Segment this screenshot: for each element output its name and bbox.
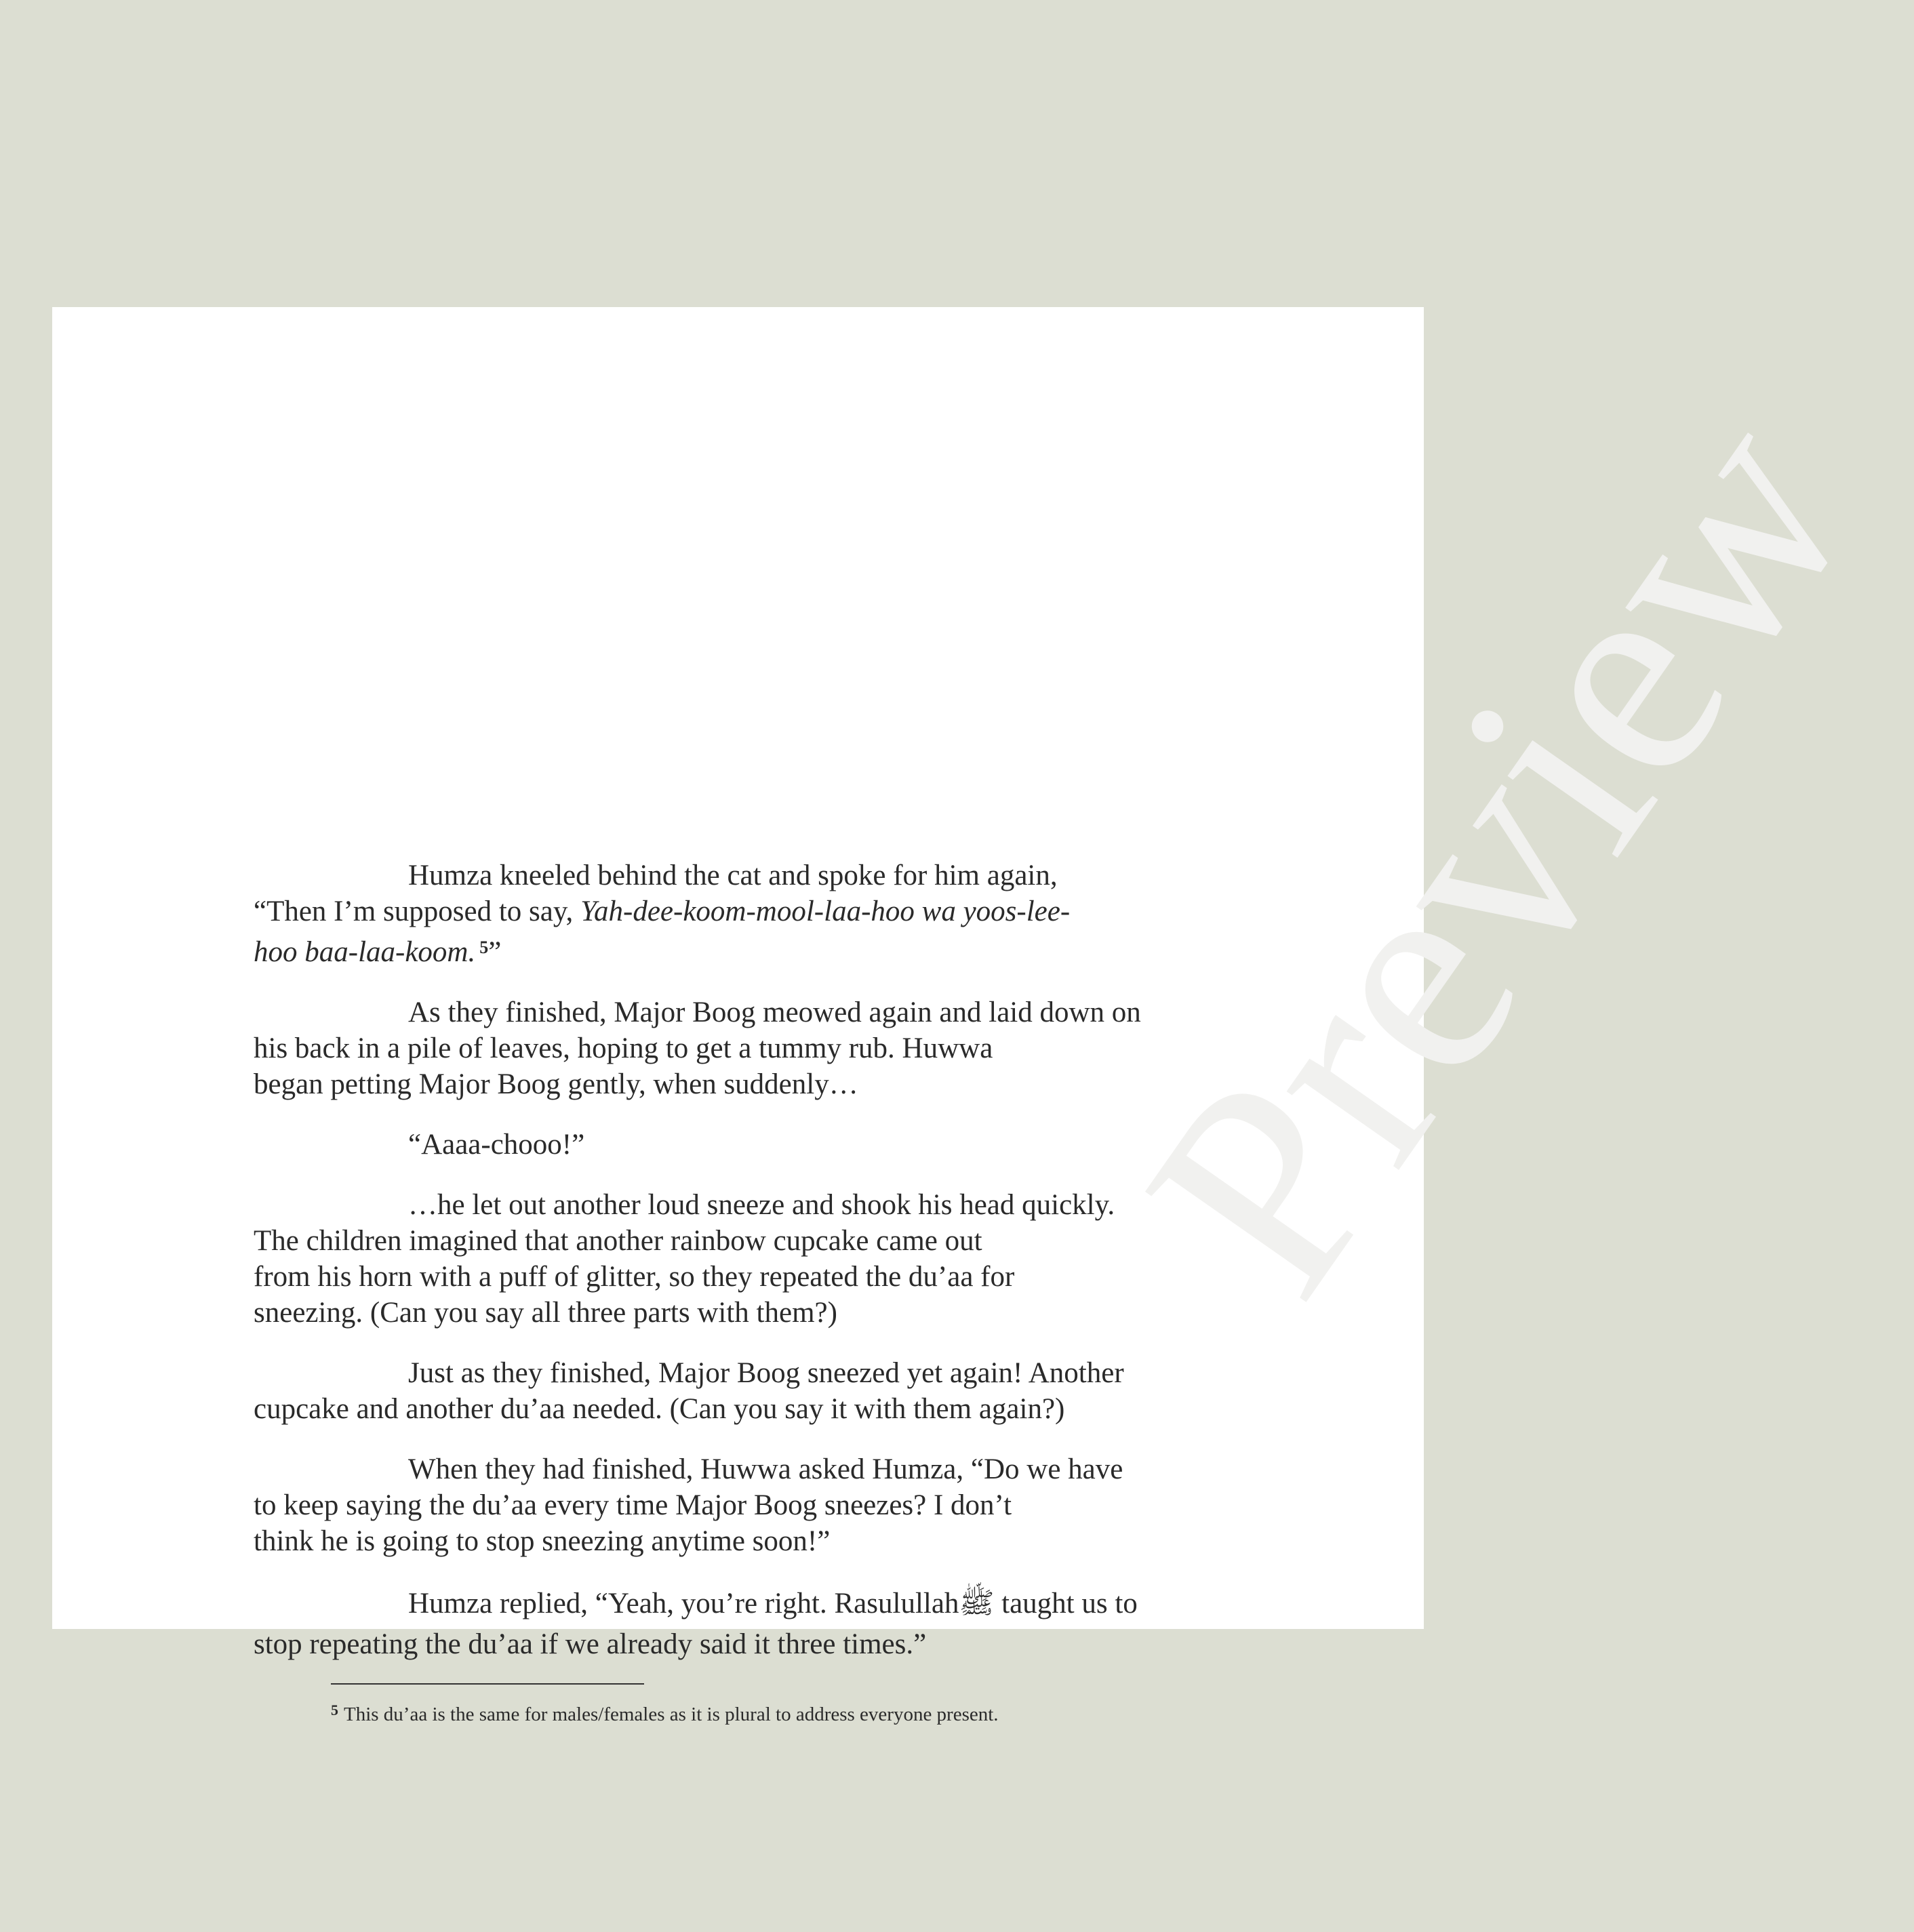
- paragraph-6: [254, 1451, 1253, 1559]
- paragraph-4-line-3: from his horn with a puff of glitter, so they repeated the du’aa for: [254, 1261, 1015, 1293]
- paragraph-5-line-1: Just as they finished, Major Boog sneezed yet again! Another: [408, 1357, 1124, 1389]
- paragraph-5: [254, 1355, 1253, 1427]
- paragraph-1: [254, 858, 1253, 970]
- page-body-text: [254, 858, 1253, 1689]
- footnote-reference[interactable]: 5: [479, 938, 489, 957]
- paragraph-6-line-2: to keep saying the du’aa every time Major Boog sneezes? I don’t: [254, 1489, 1012, 1521]
- paragraph-2: [254, 994, 1253, 1102]
- paragraph-3: [331, 1127, 1253, 1163]
- footnote-divider: [331, 1683, 644, 1685]
- paragraph-4-line-2: The children imagined that another rainbow cupcake came out: [254, 1225, 982, 1257]
- paragraph-3-line-1: “Aaaa-chooo!”: [408, 1129, 585, 1161]
- paragraph-2-line-2: his back in a pile of leaves, hoping to get a tummy rub. Huwwa: [254, 1032, 993, 1064]
- paragraph-7-line-1: Humza replied, “Yeah, you’re right. Rasulullahﷺ taught us to: [408, 1588, 1138, 1619]
- paragraph-1-line-1: Humza kneeled behind the cat and spoke for him again,: [408, 860, 1058, 891]
- paragraph-6-line-1: When they had finished, Huwwa asked Humza, “Do we have: [408, 1453, 1123, 1485]
- paragraph-6-line-3: think he is going to stop sneezing anytime soon!”: [254, 1525, 831, 1557]
- book-page: [52, 307, 1914, 1725]
- paragraph-1-italic-duaa-part-2: hoo baa-laa-koom.: [254, 936, 476, 968]
- paragraph-1-closing-quote: ”: [488, 936, 502, 968]
- paragraph-1-line-3: [254, 936, 501, 968]
- footnote-text: This du’aa is the same for males/females as it is plural to address everyone present.: [344, 1704, 999, 1725]
- paragraph-2-line-3: began petting Major Boog gently, when suddenly…: [254, 1068, 858, 1100]
- paragraph-1-line-2: [254, 895, 1070, 927]
- paragraph-1-italic-duaa-part-1: Yah-dee-koom-mool-laa-hoo wa yoos-lee-: [580, 895, 1071, 927]
- footnote: [331, 1698, 999, 1727]
- paragraph-2-line-1: As they finished, Major Boog meowed again and laid down on: [408, 997, 1141, 1028]
- paragraph-1-quote-lead: “Then I’m supposed to say,: [254, 895, 581, 927]
- paragraph-4-line-1: …he let out another loud sneeze and shook his head quickly.: [408, 1189, 1115, 1221]
- footnote-number: 5: [331, 1702, 338, 1718]
- paragraph-7-line-2: stop repeating the du’aa if we already said it three times.”: [254, 1628, 927, 1660]
- paragraph-5-line-2: cupcake and another du’aa needed. (Can you say it with them again?): [254, 1393, 1065, 1425]
- paragraph-4: [254, 1187, 1253, 1331]
- paragraph-7: [254, 1584, 1253, 1665]
- preview-watermark: Preview: [1083, 358, 1914, 1348]
- paragraph-4-line-4: sneezing. (Can you say all three parts with them?): [254, 1297, 837, 1329]
